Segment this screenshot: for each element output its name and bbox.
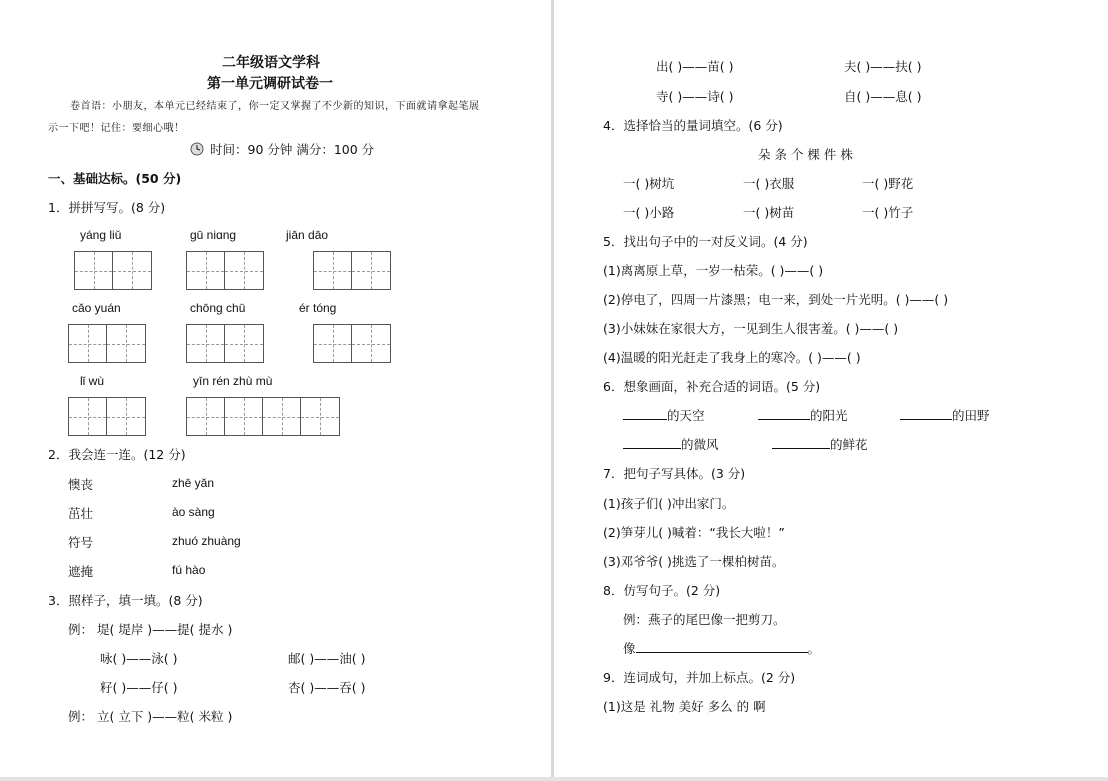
pinyin-1-2: gū niɑng [190, 228, 237, 242]
q8-heading: 8．仿写句子。(2 分) [603, 583, 721, 598]
match-word[interactable]: 遮掩 [68, 564, 94, 579]
match-pinyin[interactable]: fú hào [172, 563, 206, 577]
writing-grid[interactable] [313, 251, 391, 290]
q4-options: 朵 条 个 棵 件 株 [758, 147, 853, 162]
q8-example: 例：燕子的尾巴像一把剪刀。 [623, 612, 786, 627]
writing-grid[interactable] [74, 251, 152, 290]
q9-heading: 9．连词成句，并加上标点。(2 分) [603, 670, 796, 685]
match-word[interactable]: 懊丧 [68, 477, 94, 492]
match-pinyin[interactable]: ào sàng [172, 505, 215, 519]
q5-item[interactable]: (3)小妹妹在家很大方，一见到生人很害羞。( )——( ) [603, 321, 899, 336]
clock-icon [190, 142, 204, 156]
exam-subtitle: 第一单元调研试卷一 [207, 76, 333, 92]
q5-item[interactable]: (1)离离原上草，一岁一枯荣。( )——( ) [603, 263, 824, 278]
left-page [0, 0, 551, 781]
q3-item[interactable]: 邮( )——油( ) [288, 651, 366, 666]
q8-answer[interactable]: 像 。 [623, 641, 821, 656]
q3-item[interactable]: 咏( )——泳( ) [100, 651, 178, 666]
pinyin-3-2: yīn rén zhù mù [193, 374, 273, 388]
q5-heading: 5．找出句子中的一对反义词。(4 分) [603, 234, 808, 249]
q5-item[interactable]: (2)停电了，四周一片漆黑；电一来，到处一片光明。( )——( ) [603, 292, 949, 307]
q1-heading: 1．拼拼写写。(8 分) [48, 200, 166, 215]
preface-line-1: 卷首语：小朋友，本单元已经结束了，你一定又掌握了不少新的知识，下面就请拿起笔展 [70, 101, 480, 112]
pinyin-2-2: chōng chū [190, 301, 246, 315]
preface-line-2: 示一下吧！记住：要细心哦！ [48, 123, 185, 134]
q6-item[interactable]: 的微风 [623, 435, 719, 453]
pinyin-1-3: jiān dāo [286, 228, 329, 242]
q5-item[interactable]: (4)温暖的阳光赶走了我身上的寒冷。( )——( ) [603, 350, 861, 365]
q9-item[interactable]: (1)这是 礼物 美好 多么 的 啊 [603, 699, 766, 714]
q7-item[interactable]: (1)孩子们( )冲出家门。 [603, 496, 735, 511]
q7-item[interactable]: (3)邓爷爷( )挑选了一棵柏树苗。 [603, 554, 785, 569]
q4-heading: 4．选择恰当的量词填空。(6 分) [603, 118, 783, 133]
pinyin-2-3: ér tóng [299, 301, 337, 315]
q3-item[interactable]: 自( )——息( ) [844, 89, 922, 104]
q7-heading: 7．把句子写具体。(3 分) [603, 466, 746, 481]
q3-item[interactable]: 杏( )——吞( ) [288, 680, 366, 695]
q3-item[interactable]: 夫( )——扶( ) [844, 59, 922, 74]
q4-item[interactable]: 一( )衣服 [743, 176, 795, 191]
q6-item[interactable]: 的阳光 [758, 406, 848, 424]
q3-example-1: 例： 堤( 堤岸 )——提( 提水 ) [68, 622, 233, 637]
q4-item[interactable]: 一( )野花 [862, 176, 914, 191]
q4-item[interactable]: 一( )小路 [623, 205, 675, 220]
q6-item[interactable]: 的田野 [900, 406, 990, 424]
q2-heading: 2．我会连一连。(12 分) [48, 447, 186, 462]
q7-item[interactable]: (2)笋芽儿( )喊着：“我长大啦！” [603, 525, 785, 540]
match-word[interactable]: 符号 [68, 535, 94, 550]
pinyin-3-1: lǐ wù [80, 374, 105, 388]
q3-example-2: 例： 立( 立下 )——粒( 米粒 ) [68, 709, 233, 724]
section-1-heading: 一、基础达标。(50 分) [48, 171, 182, 186]
q3-item[interactable]: 籽( )——仔( ) [100, 680, 178, 695]
writing-grid[interactable] [186, 324, 264, 363]
q6-item[interactable]: 的天空 [623, 406, 705, 424]
pinyin-2-1: cǎo yuán [72, 301, 121, 315]
writing-grid[interactable] [68, 324, 146, 363]
q3-heading: 3．照样子，填一填。(8 分) [48, 593, 203, 608]
q3-item[interactable]: 出( )——苗( ) [656, 59, 734, 74]
q4-item[interactable]: 一( )树苗 [743, 205, 795, 220]
writing-grid[interactable] [186, 397, 340, 436]
writing-grid[interactable] [313, 324, 391, 363]
time-text: 时间：90 分钟 满分：100 分 [210, 142, 375, 157]
q4-item[interactable]: 一( )树坑 [623, 176, 675, 191]
time-score-info [190, 140, 374, 158]
q6-heading: 6．想象画面，补充合适的词语。(5 分) [603, 379, 821, 394]
match-word[interactable]: 茁壮 [68, 506, 94, 521]
writing-grid[interactable] [186, 251, 264, 290]
match-pinyin[interactable]: zhē yǎn [172, 476, 215, 490]
q6-item[interactable]: 的鲜花 [772, 435, 868, 453]
pinyin-1-1: yáng liǔ [80, 228, 122, 242]
q3-item[interactable]: 寺( )——诗( ) [656, 89, 734, 104]
scroll-edge [0, 777, 1108, 781]
match-pinyin[interactable]: zhuó zhuàng [172, 534, 241, 548]
right-page [554, 0, 1108, 781]
writing-grid[interactable] [68, 397, 146, 436]
q4-item[interactable]: 一( )竹子 [862, 205, 914, 220]
exam-title: 二年级语文学科 [222, 55, 320, 71]
